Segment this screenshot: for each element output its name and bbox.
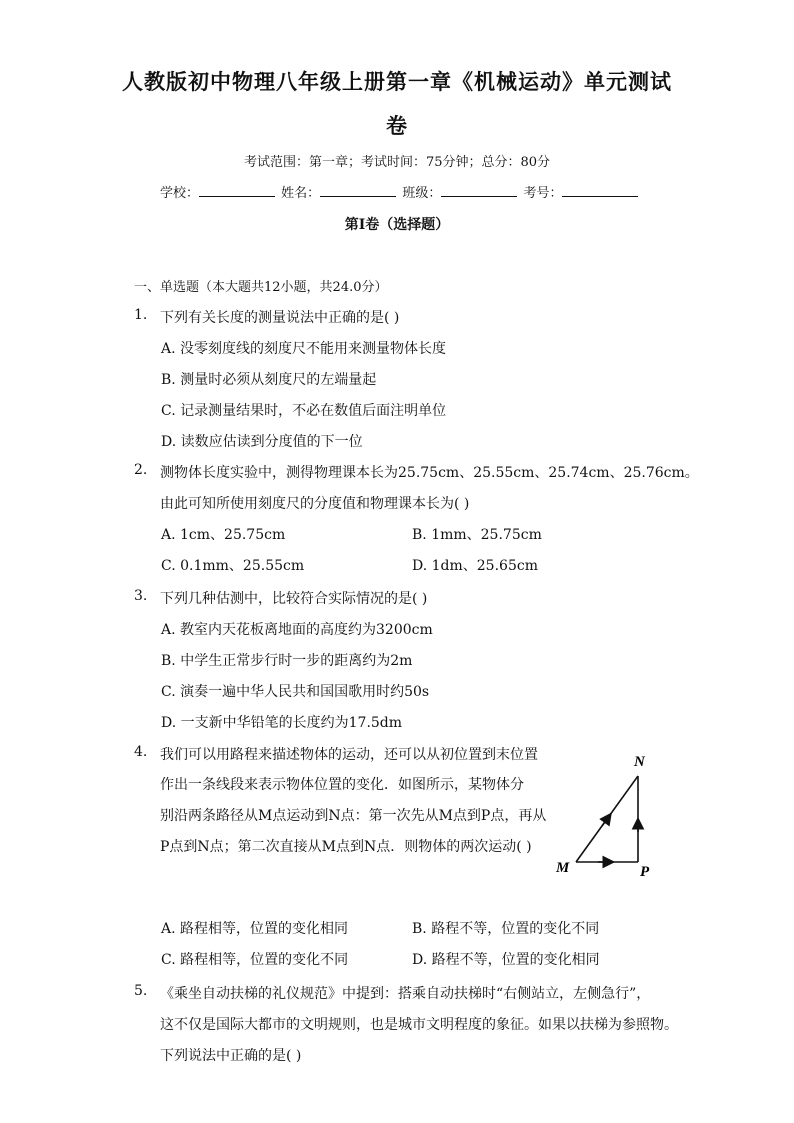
q2-option-d[interactable]: D. 1dm、25.65cm [412, 558, 538, 574]
label-p: P [640, 864, 650, 880]
q4-stem-line1: 我们可以用路程来描述物体的运动，还可以从初位置到末位置 [160, 747, 538, 763]
class-blank[interactable] [441, 184, 517, 197]
q2-stem-line1: 测物体长度实验中，测得物理课本长为25.75cm、25.55cm、25.74cm、25.76cm。 [160, 465, 699, 481]
arrow-mn-icon [602, 815, 610, 826]
q1-option-a[interactable]: A. 没零刻度线的刻度尺不能用来测量物体长度 [161, 341, 447, 357]
student-info-fields [160, 182, 640, 201]
q2-stem-line2: 由此可知所使用刻度尺的分度值和物理课本长为( ) [160, 496, 470, 512]
exam-meta: 考试范围：第一章；考试时间：75分钟；总分：80分 [243, 155, 551, 170]
q3-option-c[interactable]: C. 演奏一遍中华人民共和国国歌用时约50s [161, 684, 430, 700]
name-label: 姓名： [281, 186, 321, 201]
part-heading: 一、单选题（本大题共12小题，共24.0分） [134, 280, 388, 295]
q4-option-a[interactable]: A. 路程相等，位置的变化相同 [161, 921, 349, 937]
q3-number: 3. [134, 588, 148, 604]
label-m: M [556, 860, 570, 876]
school-label: 学校： [160, 186, 200, 201]
motion-path-diagram [548, 748, 666, 882]
q5-number: 5. [134, 983, 148, 999]
q1-option-b[interactable]: B. 测量时必须从刻度尺的左端量起 [161, 372, 377, 388]
section-title: 第I卷（选择题） [344, 217, 450, 233]
q4-option-b[interactable]: B. 路程不等，位置的变化不同 [412, 921, 600, 937]
q1-option-d[interactable]: D. 读数应估读到分度值的下一位 [161, 434, 363, 450]
class-label: 班级： [402, 186, 442, 201]
name-blank[interactable] [320, 184, 396, 197]
q5-stem-line2: 这不仅是国际大都市的文明规则，也是城市文明程度的象征。如果以扶梯为参照物。 [160, 1017, 678, 1033]
q4-option-d[interactable]: D. 路程不等，位置的变化相同 [412, 952, 600, 968]
q4-stem-line3: 别沿两条路径从M点运动到N点：第一次先从M点到P点，再从 [160, 808, 547, 824]
q4-stem-line2: 作出一条线段来表示物体位置的变化．如图所示，某物体分 [160, 777, 524, 793]
q2-option-c[interactable]: C. 0.1mm、25.55cm [161, 558, 305, 574]
q3-option-b[interactable]: B. 中学生正常步行时一步的距离约为2m [161, 653, 413, 669]
number-label: 考号： [523, 186, 563, 201]
q1-option-c[interactable]: C. 记录测量结果时，不必在数值后面注明单位 [161, 403, 447, 419]
q3-option-d[interactable]: D. 一支新中华铅笔的长度约为17.5dm [161, 715, 403, 731]
q4-number: 4. [134, 744, 148, 760]
q3-stem: 下列几种估测中，比较符合实际情况的是( ) [160, 591, 428, 607]
q1-stem: 下列有关长度的测量说法中正确的是( ) [160, 310, 400, 326]
q5-stem-line3: 下列说法中正确的是( ) [160, 1048, 302, 1064]
q4-option-c[interactable]: C. 路程相等，位置的变化不同 [161, 952, 349, 968]
q2-option-b[interactable]: B. 1mm、25.75cm [412, 527, 542, 543]
school-blank[interactable] [199, 184, 275, 197]
exam-title-line2: 卷 [386, 113, 408, 138]
q2-number: 2. [134, 462, 148, 478]
q2-option-a[interactable]: A. 1cm、25.75cm [161, 527, 286, 543]
q5-stem-line1: 《乘坐自动扶梯的礼仪规范》中提到：搭乘自动扶梯时“右侧站立，左侧急行”， [160, 986, 651, 1002]
q4-stem-line4: P点到N点；第二次直接从M点到N点．则物体的两次运动( ) [160, 839, 532, 855]
number-blank[interactable] [562, 184, 638, 197]
q1-number: 1. [134, 307, 148, 323]
q3-option-a[interactable]: A. 教室内天花板离地面的高度约为3200cm [161, 622, 433, 638]
label-n: N [634, 754, 645, 770]
exam-title-line1: 人教版初中物理八年级上册第一章《机械运动》单元测试 [122, 69, 672, 94]
